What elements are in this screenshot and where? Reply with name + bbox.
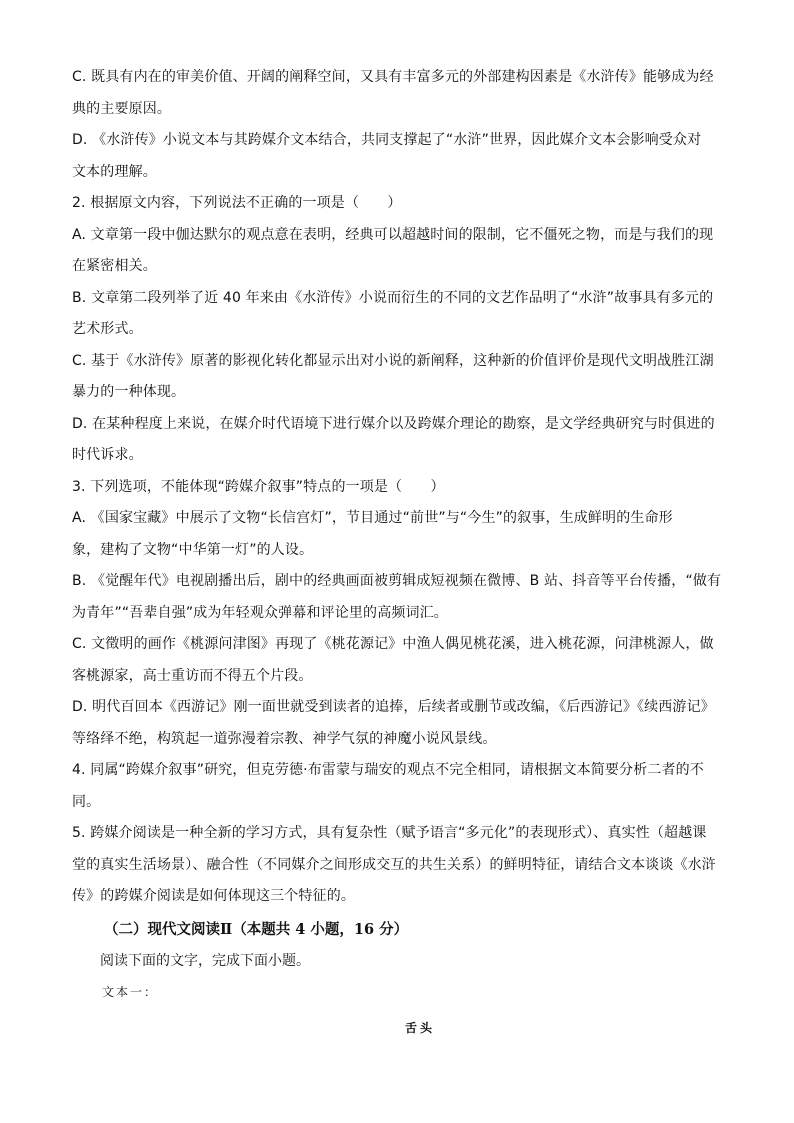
text-line: 时代诉求。 [72, 447, 143, 463]
text-line: C. 文徵明的画作《桃源问津图》再现了《桃花源记》中渔人偶见桃花溪，进入桃花源，问津桃源人，做 [72, 636, 714, 652]
text-line: 暴力的一种体现。 [72, 384, 186, 400]
text-line: 传》的跨媒介阅读是如何体现这三个特征的。 [72, 888, 355, 904]
text-line: 象，建构了文物“中华第一灯”的人设。 [72, 541, 314, 558]
text-line: 客桃源家，高士重访而不得五个片段。 [72, 667, 313, 684]
text-line: D. 《水浒传》小说文本与其跨媒介文本结合，共同支撑起了“水浒”世界，因此媒介文本会影响受众对 [72, 132, 702, 148]
text-line: 堂的真实生活场景）、融合性（不同媒介之间形成交互的共生关系）的鲜明特征，请结合文本谈谈《水浒 [72, 856, 716, 873]
text-line: D. 明代百回本《西游记》刚一面世就受到读者的追捧，后续者或删节或改编，《后西游记》《续西游记》 [72, 699, 715, 715]
text-line: B. 文章第二段列举了近 40 年来由《水浒传》小说而衍生的不同的文艺作品明了“水浒”故事具有多元的 [72, 289, 714, 306]
text-line: 5. 跨媒介阅读是一种全新的学习方式，具有复杂性（赋予语言“多元化”的表现形式）、真实性（超越课 [72, 825, 707, 841]
text-line: C. 既具有内在的审美价值、开阔的阐释空间，又具有丰富多元的外部建构因素是《水浒传》能够成为经 [72, 69, 714, 85]
text-line: 艺术形式。 [72, 321, 143, 337]
text-line: 在紧密相关。 [72, 258, 157, 274]
reading-instruction: 阅读下面的文字，完成下面小题。 [100, 952, 310, 969]
text-line: 同。 [72, 793, 101, 810]
text-line: C. 基于《水浒传》原著的影视化转化都显示出对小说的新阐释，这种新的价值评价是现代文明战胜江湖 [72, 352, 714, 369]
text-line: 等络绎不绝，构筑起一道弥漫着宗教、神学气氛的神魔小说风景线。 [72, 730, 497, 747]
text-line: 典的主要原因。 [72, 100, 172, 117]
text-line: A. 文章第一段中伽达默尔的观点意在表明，经典可以超越时间的限制，它不僵死之物，而是与我们的现 [72, 226, 714, 243]
text-line: 为青年”“吾辈自强”成为年轻观众弹幕和评论里的高频词汇。 [72, 604, 448, 621]
question-text-block [72, 62, 724, 913]
text-label: 文本一： [102, 984, 159, 999]
document-page [72, 62, 724, 1048]
text-line: D. 在某种程度上来说，在媒介时代语境下进行媒介以及跨媒介理论的勘察，是文学经典研究与时俱进的 [72, 415, 715, 432]
text-line: 文本的理解。 [72, 163, 157, 180]
text-line: 4. 同属“跨媒介叙事”研究，但克劳德·布雷蒙与瑞安的观点不完全相同，请根据文本简要分析二者的不 [72, 762, 704, 778]
poem-title: 舌头 [404, 1020, 435, 1035]
section-title: （二）现代文阅读Ⅱ（本题共 4 小题，16 分） [104, 920, 409, 938]
text-line: 3. 下列选项，不能体现“跨媒介叙事”特点的一项是（ ） [72, 478, 445, 495]
text-line: 2. 根据原文内容，下列说法不正确的一项是（ ） [72, 195, 402, 211]
text-line: A. 《国家宝藏》中展示了文物“长信宫灯”，节目通过“前世”与“今生”的叙事，生成鲜明的生命形 [72, 510, 673, 526]
text-line: B. 《觉醒年代》电视剧播出后，剧中的经典画面被剪辑成短视频在微博、B 站、抖音等平台传播，“做有 [72, 573, 722, 589]
